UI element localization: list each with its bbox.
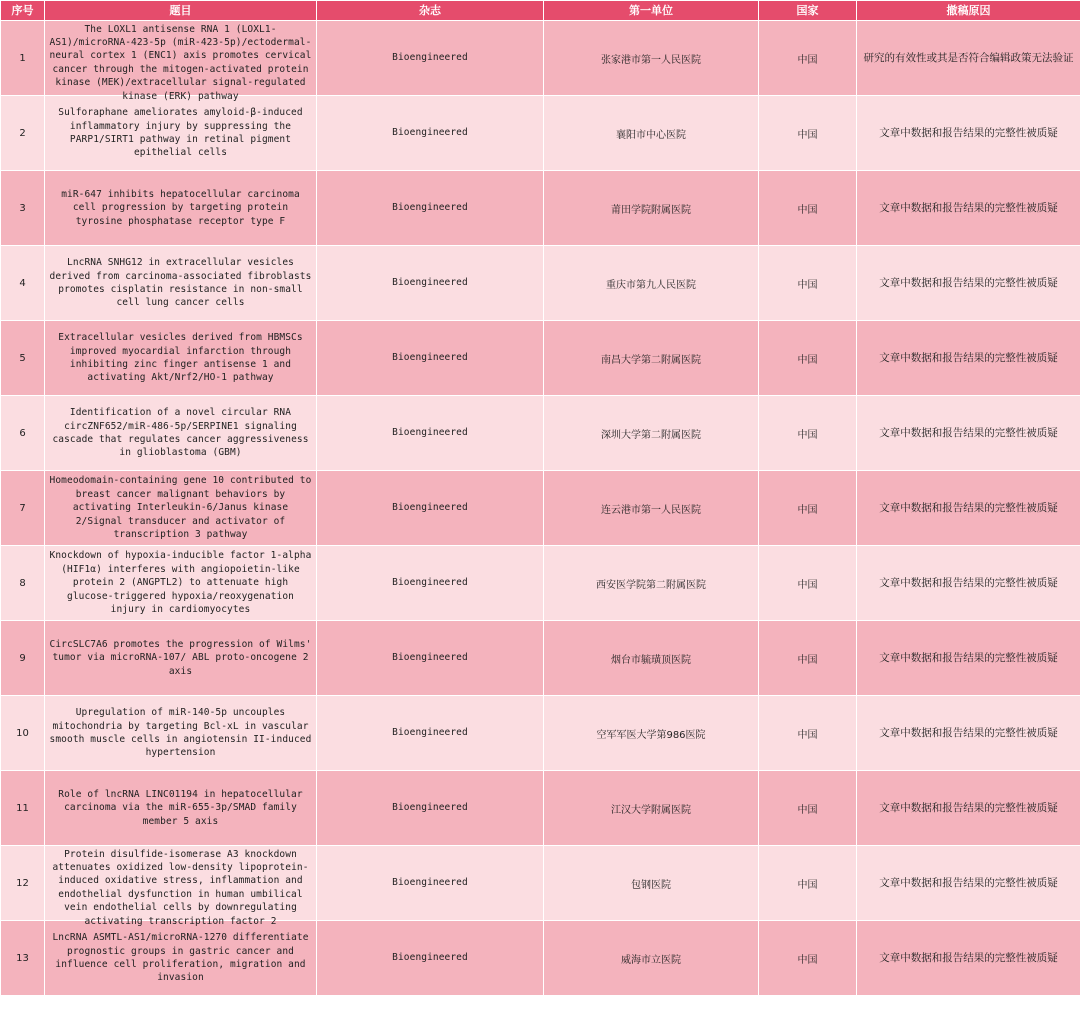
article-title-cell [45, 21, 317, 102]
first-unit: 西安医学院第二附属医院 [596, 579, 706, 591]
table-header-row [1, 1, 1081, 21]
retraction-reason: 文章中数据和报告结果的完整性被质疑 [879, 802, 1058, 814]
retraction-reason-cell [857, 846, 1081, 921]
first-unit: 深圳大学第二附属医院 [601, 429, 701, 441]
first-unit-cell [544, 696, 759, 771]
journal-name: Bioengineered [392, 202, 468, 214]
journal-name-cell [317, 96, 544, 171]
first-unit: 空军军医大学第986医院 [596, 729, 706, 741]
journal-name: Bioengineered [392, 52, 468, 64]
article-title: LncRNA SNHG12 in extracellular vesicles derived from carcinoma-associated fibroblasts promotes cisplatin resistance in non-small cell lung cancer cells [49, 257, 312, 309]
article-title-cell [45, 921, 317, 996]
article-title: Extracellular vesicles derived from HBMSCs improved myocardial infarction through inhibiting zinc finger antisense 1 and activating Akt/Nrf2/HO-1 pathway [58, 332, 303, 384]
retraction-reason-cell [857, 471, 1081, 546]
header-first-unit: 第一单位 [544, 1, 759, 21]
journal-name-cell [317, 21, 544, 96]
article-title-cell [45, 396, 317, 471]
country: 中国 [797, 804, 818, 816]
country-cell [759, 846, 857, 921]
journal-name: Bioengineered [392, 727, 468, 739]
first-unit-cell [544, 321, 759, 396]
country: 中国 [797, 54, 818, 66]
row-number: 11 [16, 802, 29, 814]
retraction-reason-cell [857, 321, 1081, 396]
retraction-reason-cell [857, 396, 1081, 471]
journal-name-cell [317, 846, 544, 921]
row-number: 2 [19, 127, 26, 139]
row-number: 4 [19, 277, 26, 289]
row-number-cell [1, 96, 45, 171]
retraction-reason-cell [857, 21, 1081, 96]
table-row [1, 96, 1081, 171]
header-no: 序号 [1, 1, 45, 21]
first-unit-cell [544, 171, 759, 246]
article-title-cell [45, 771, 317, 846]
retraction-reason-cell [857, 546, 1081, 621]
row-number-cell [1, 321, 45, 396]
header-reason: 撤稿原因 [857, 1, 1081, 21]
row-number-cell [1, 246, 45, 321]
first-unit: 襄阳市中心医院 [616, 129, 686, 141]
article-title-cell [45, 171, 317, 246]
row-number-cell [1, 471, 45, 546]
article-title-cell [45, 696, 317, 771]
row-number-cell [1, 621, 45, 696]
retraction-reason: 文章中数据和报告结果的完整性被质疑 [879, 577, 1058, 589]
retraction-reason-cell [857, 246, 1081, 321]
first-unit-cell [544, 96, 759, 171]
table-row [1, 621, 1081, 696]
table-row [1, 546, 1081, 621]
row-number: 10 [16, 727, 29, 739]
country-cell [759, 321, 857, 396]
country-cell [759, 696, 857, 771]
first-unit: 烟台市毓璜顶医院 [611, 654, 691, 666]
retraction-reason: 文章中数据和报告结果的完整性被质疑 [879, 127, 1058, 139]
journal-name-cell [317, 396, 544, 471]
retraction-reason: 文章中数据和报告结果的完整性被质疑 [879, 727, 1058, 739]
table-row [1, 696, 1081, 771]
country-cell [759, 771, 857, 846]
row-number: 6 [19, 427, 26, 439]
row-number-cell [1, 21, 45, 96]
article-title-cell [45, 321, 317, 396]
first-unit-cell [544, 546, 759, 621]
journal-name: Bioengineered [392, 877, 468, 889]
table-row [1, 921, 1081, 996]
row-number: 3 [19, 202, 26, 214]
article-title: Sulforaphane ameliorates amyloid-β-induced inflammatory injury by suppressing the PARP1/SIRT1 pathway in retinal pigment epithelial cells [58, 107, 303, 159]
country-cell [759, 621, 857, 696]
row-number-cell [1, 171, 45, 246]
row-number: 9 [19, 652, 26, 664]
article-title: Identification of a novel circular RNA circZNF652/miR-486-5p/SERPINE1 signaling cascade that regulates cancer aggressiveness in glioblastoma (GBM) [52, 407, 309, 459]
journal-name-cell [317, 696, 544, 771]
table-row [1, 771, 1081, 846]
country: 中国 [797, 729, 818, 741]
journal-name: Bioengineered [392, 127, 468, 139]
table-row [1, 396, 1081, 471]
article-title-cell [45, 621, 317, 696]
retraction-reason: 文章中数据和报告结果的完整性被质疑 [879, 427, 1058, 439]
retraction-reason: 文章中数据和报告结果的完整性被质疑 [879, 502, 1058, 514]
article-title: Knockdown of hypoxia-inducible factor 1-alpha (HIF1α) interferes with angiopoietin-like protein 2 (ANGPTL2) to attenuate high glucose-triggered hypoxia/reoxygenation injury in cardiomyocytes [49, 550, 312, 616]
table-row [1, 846, 1081, 921]
first-unit-cell [544, 621, 759, 696]
journal-name: Bioengineered [392, 427, 468, 439]
row-number-cell [1, 696, 45, 771]
first-unit: 江汉大学附属医院 [611, 804, 691, 816]
header-country: 国家 [759, 1, 857, 21]
country: 中国 [797, 504, 818, 516]
retraction-reason: 文章中数据和报告结果的完整性被质疑 [879, 352, 1058, 364]
journal-name: Bioengineered [392, 502, 468, 514]
country-cell [759, 471, 857, 546]
article-title: miR-647 inhibits hepatocellular carcinoma cell progression by targeting protein tyrosine phosphatase receptor type F [61, 188, 300, 227]
article-title: Role of lncRNA LINC01194 in hepatocellular carcinoma via the miR-655-3p/SMAD family member 5 axis [58, 788, 303, 827]
first-unit-cell [544, 471, 759, 546]
first-unit: 包钢医院 [631, 879, 671, 891]
journal-name-cell [317, 171, 544, 246]
retraction-reason: 文章中数据和报告结果的完整性被质疑 [879, 277, 1058, 289]
row-number: 1 [19, 52, 26, 64]
row-number: 7 [19, 502, 26, 514]
retraction-reason-cell [857, 771, 1081, 846]
article-title: Protein disulfide-isomerase A3 knockdown attenuates oxidized low-density lipoprotein-induced oxidative stress, inflammation and endothelial dysfunction in human umbilical vein endothelial cells by downregulating activating transcription factor 2 [52, 848, 309, 927]
article-title-cell [45, 96, 317, 171]
journal-name-cell [317, 321, 544, 396]
country: 中国 [797, 279, 818, 291]
row-number: 13 [16, 952, 29, 964]
header-title: 题目 [45, 1, 317, 21]
country-cell [759, 171, 857, 246]
article-title-cell [45, 846, 317, 927]
table-row [1, 21, 1081, 96]
article-title: The LOXL1 antisense RNA 1 (LOXL1-AS1)/microRNA-423-5p (miR-423-5p)/ectodermal-neural cortex 1 (ENC1) axis promotes cervical cancer through the mitogen-activated protein kinase (MEK)/extracellular signal-regulated kinase (ERK) pathway [49, 23, 312, 102]
table-row [1, 171, 1081, 246]
article-title: Homeodomain-containing gene 10 contributed to breast cancer malignant behaviors by activating Interleukin-6/Janus kinase 2/Signal transducer and activator of transcription 3 pathway [49, 475, 312, 541]
journal-name-cell [317, 471, 544, 546]
first-unit-cell [544, 396, 759, 471]
country-cell [759, 21, 857, 96]
country: 中国 [797, 354, 818, 366]
country: 中国 [797, 879, 818, 891]
journal-name-cell [317, 246, 544, 321]
row-number-cell [1, 771, 45, 846]
header-journal: 杂志 [317, 1, 544, 21]
retraction-reason-cell [857, 696, 1081, 771]
journal-name: Bioengineered [392, 802, 468, 814]
journal-name-cell [317, 771, 544, 846]
article-title: CircSLC7A6 promotes the progression of Wilms' tumor via microRNA-107/ ABL proto-oncogene 2 axis [49, 638, 312, 677]
retraction-reason: 研究的有效性或其是否符合编辑政策无法验证 [863, 52, 1074, 64]
journal-name-cell [317, 546, 544, 621]
first-unit: 南昌大学第二附属医院 [601, 354, 701, 366]
retraction-reason: 文章中数据和报告结果的完整性被质疑 [879, 877, 1058, 889]
first-unit: 莆田学院附属医院 [611, 204, 691, 216]
journal-name: Bioengineered [392, 952, 468, 964]
row-number-cell [1, 846, 45, 921]
first-unit: 张家港市第一人民医院 [601, 54, 701, 66]
first-unit-cell [544, 21, 759, 96]
retraction-reason-cell [857, 921, 1081, 996]
retraction-reason: 文章中数据和报告结果的完整性被质疑 [879, 652, 1058, 664]
row-number: 12 [16, 877, 29, 889]
article-title: LncRNA ASMTL-AS1/microRNA-1270 differentiate prognostic groups in gastric cancer and influence cell proliferation, migration and invasion [52, 932, 309, 984]
journal-name-cell [317, 621, 544, 696]
journal-name: Bioengineered [392, 277, 468, 289]
row-number: 5 [19, 352, 26, 364]
row-number-cell [1, 396, 45, 471]
country: 中国 [797, 579, 818, 591]
first-unit-cell [544, 771, 759, 846]
country-cell [759, 246, 857, 321]
table-row [1, 471, 1081, 546]
article-title-cell [45, 546, 317, 621]
first-unit: 连云港市第一人民医院 [601, 504, 701, 516]
article-title: Upregulation of miR-140-5p uncouples mitochondria by targeting Bcl-xL in vascular smooth muscle cells in angiotensin II-induced hypertension [49, 707, 312, 759]
retraction-reason-cell [857, 171, 1081, 246]
country-cell [759, 96, 857, 171]
table-row [1, 246, 1081, 321]
table-row [1, 321, 1081, 396]
country: 中国 [797, 129, 818, 141]
retraction-reason: 文章中数据和报告结果的完整性被质疑 [879, 952, 1058, 964]
article-title-cell [45, 246, 317, 321]
journal-name: Bioengineered [392, 652, 468, 664]
row-number: 8 [19, 577, 26, 589]
first-unit-cell [544, 921, 759, 996]
first-unit: 威海市立医院 [621, 954, 681, 966]
country-cell [759, 546, 857, 621]
country-cell [759, 921, 857, 996]
first-unit-cell [544, 846, 759, 921]
journal-name: Bioengineered [392, 352, 468, 364]
row-number-cell [1, 546, 45, 621]
country: 中国 [797, 654, 818, 666]
article-title-cell [45, 471, 317, 546]
journal-name-cell [317, 921, 544, 996]
retraction-reason-cell [857, 96, 1081, 171]
journal-name: Bioengineered [392, 577, 468, 589]
retraction-reason-cell [857, 621, 1081, 696]
first-unit-cell [544, 246, 759, 321]
country: 中国 [797, 204, 818, 216]
retraction-reason: 文章中数据和报告结果的完整性被质疑 [879, 202, 1058, 214]
row-number-cell [1, 921, 45, 996]
country: 中国 [797, 954, 818, 966]
country: 中国 [797, 429, 818, 441]
country-cell [759, 396, 857, 471]
first-unit: 重庆市第九人民医院 [606, 279, 696, 291]
